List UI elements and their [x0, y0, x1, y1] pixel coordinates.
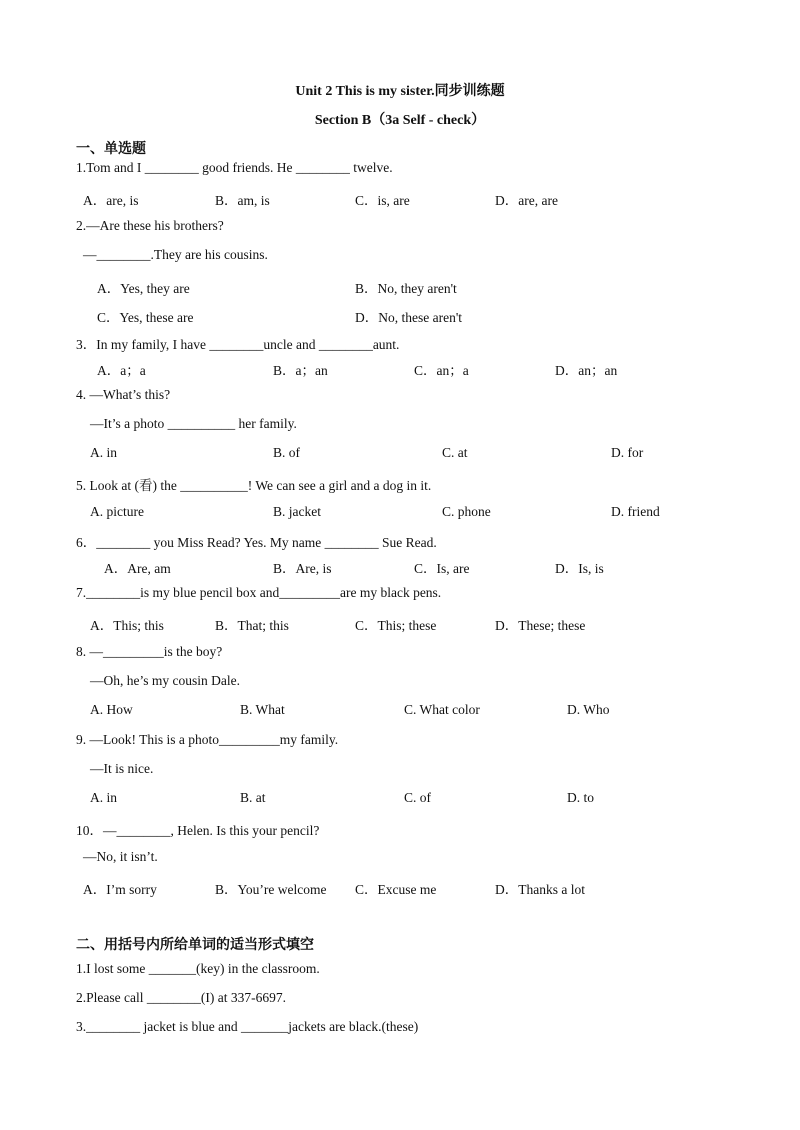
q4-stem: 4. —What’s this? — [76, 387, 171, 402]
q8-option-d: D. Who — [567, 702, 610, 717]
q10-option-b: B．You’re welcome — [215, 882, 327, 897]
q5-option-b: B. jacket — [273, 504, 321, 519]
q7-option-c: C．This; these — [355, 618, 437, 633]
q6-option-a: A．Are, am — [104, 561, 171, 576]
q10-stem: 10．—________, Helen. Is this your pencil? — [76, 823, 320, 838]
q8-stem: 8. —_________is the boy? — [76, 644, 223, 659]
q6-stem: 6．________ you Miss Read? Yes. My name ________ Sue Read. — [76, 535, 437, 550]
q9-option-d: D. to — [567, 790, 594, 805]
q7-option-a: A．This; this — [90, 618, 164, 633]
q2-line2: —________.They are his cousins. — [83, 247, 268, 262]
section-1-heading: 一、单选题 — [76, 142, 146, 157]
q4-option-b: B. of — [273, 445, 300, 460]
q10-option-c: C．Excuse me — [355, 882, 437, 897]
q1-option-c: C．is, are — [355, 193, 410, 208]
q8-option-c: C. What color — [404, 702, 480, 717]
q1-option-d: D．are, are — [495, 193, 558, 208]
q9-stem: 9. —Look! This is a photo_________my family. — [76, 732, 339, 747]
q7-option-d: D．These; these — [495, 618, 586, 633]
q10-line2: —No, it isn’t. — [83, 849, 158, 864]
fill-item-3: 3.________ jacket is blue and _______jackets are black.(these) — [76, 1019, 419, 1034]
q3-option-b: B．a；an — [273, 363, 328, 378]
section-2-heading: 二、用括号内所给单词的适当形式填空 — [76, 938, 314, 953]
q7-option-b: B．That; this — [215, 618, 289, 633]
q8-line2: —Oh, he’s my cousin Dale. — [90, 673, 240, 688]
q3-option-c: C．an；a — [414, 363, 469, 378]
q9-option-b: B. at — [240, 790, 266, 805]
q4-line2: —It’s a photo __________ her family. — [90, 416, 297, 431]
fill-item-1: 1.I lost some _______(key) in the classroom. — [76, 961, 320, 976]
q5-option-d: D. friend — [611, 504, 660, 519]
q1-option-a: A．are, is — [83, 193, 139, 208]
page-subtitle: Section B（3a Self - check） — [314, 113, 486, 128]
q2-option-b: B．No, they aren't — [355, 281, 457, 296]
q3-stem: 3．In my family, I have ________uncle and ________aunt. — [76, 337, 400, 352]
q2-option-d: D．No, these aren't — [355, 310, 463, 325]
q1-option-b: B．am, is — [215, 193, 270, 208]
fill-item-2: 2.Please call ________(I) at 337-6697. — [76, 990, 286, 1005]
q6-option-d: D．Is, is — [555, 561, 604, 576]
q5-stem: 5. Look at (看) the __________! We can see a girl and a dog in it. — [76, 478, 432, 493]
q6-option-b: B．Are, is — [273, 561, 332, 576]
q3-option-a: A．a；a — [97, 363, 146, 378]
q9-option-a: A. in — [90, 790, 117, 805]
q4-option-a: A. in — [90, 445, 117, 460]
q6-option-c: C．Is, are — [414, 561, 470, 576]
q8-option-b: B. What — [240, 702, 285, 717]
q4-option-d: D. for — [611, 445, 644, 460]
q10-option-a: A．I’m sorry — [83, 882, 157, 897]
q3-option-d: D．an；an — [555, 363, 618, 378]
q5-option-c: C. phone — [442, 504, 491, 519]
q8-option-a: A. How — [90, 702, 133, 717]
q7-stem: 7.________is my blue pencil box and_________are my black pens. — [76, 585, 442, 600]
q2-option-c: C．Yes, these are — [97, 310, 194, 325]
q9-line2: —It is nice. — [90, 761, 154, 776]
page-title: Unit 2 This is my sister.同步训练题 — [295, 84, 505, 99]
q1-stem: 1.Tom and I ________ good friends. He ________ twelve. — [76, 160, 393, 175]
q5-option-a: A. picture — [90, 504, 144, 519]
q4-option-c: C. at — [442, 445, 468, 460]
q2-stem: 2.—Are these his brothers? — [76, 218, 224, 233]
q10-option-d: D．Thanks a lot — [495, 882, 585, 897]
q2-option-a: A．Yes, they are — [97, 281, 190, 296]
q9-option-c: C. of — [404, 790, 431, 805]
